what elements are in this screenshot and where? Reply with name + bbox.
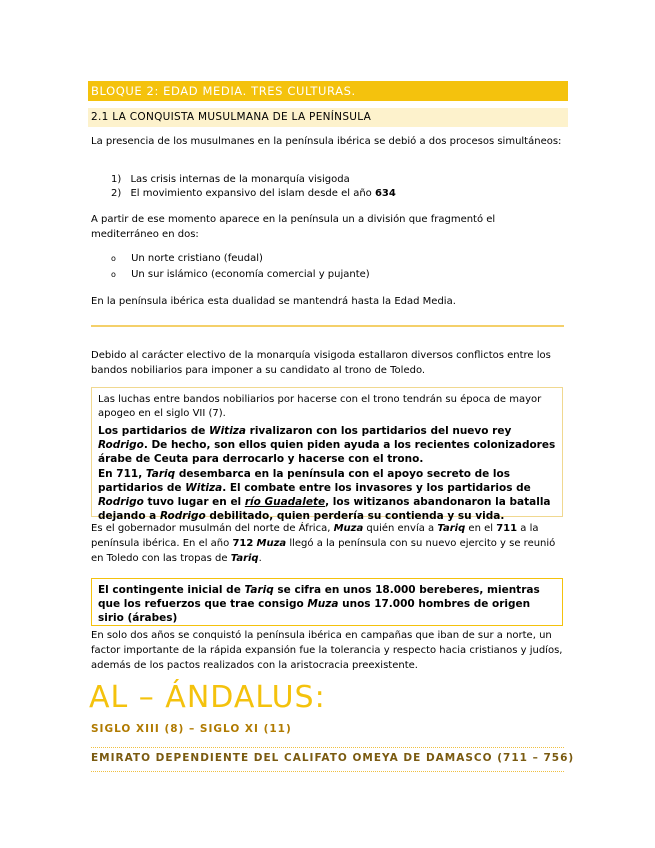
bullet-icon: o xyxy=(111,254,116,263)
intro-paragraph: La presencia de los musulmanes en la península ibérica se debió a dos procesos simultáneos: xyxy=(91,136,562,147)
section-title: 2.1 LA CONQUISTA MUSULMANA DE LA PENÍNSULA xyxy=(91,111,372,123)
dotted-divider xyxy=(91,771,564,772)
block-title-bar xyxy=(88,81,568,101)
century-range: SIGLO XIII (8) – SIGLO XI (11) xyxy=(91,723,292,735)
conquest-paragraph: En solo dos años se conquistó la península ibérica en campañas que iban de sur a norte, un factor importante de la rápida expansión fue la tolerancia y respecto hacia cristianos y judíos, además de los pactos realizados con la aristocracia preexistente. xyxy=(91,630,563,671)
section-title-bar xyxy=(88,108,568,127)
divider xyxy=(91,325,564,327)
nobility-box: Las luchas entre bandos nobiliarios por hacerse con el trono tendrán su época de mayor apogeo en el siglo VII (7). Los partidarios de Witiza rivalizaron con los partidarios del nuevo rey Rodrigo. De hecho, son ellos quien piden ayuda a los recientes colonizadores árabe de Ceuta para derrocarlo y hacerse con el trono. En 711, Tariq desembarca en la península con el apoyo secreto de los partidarios de Witiza. El combate entre los invasores y los partidarios de Rodrigo tuvo lugar en el río Guadalete, los witizanos abandonaron la batalla dejando a Rodrigo debilitado, quien perdería su contienda y su vida. xyxy=(91,387,563,517)
contingent-box: El contingente inicial de Tariq se cifra en unos 18.000 bereberes, mientras que los refuerzos que trae consigo Muza unos 17.000 hombres de origen sirio (árabes) xyxy=(91,578,563,626)
block-title: BLOQUE 2: EDAD MEDIA. TRES CULTURAS. xyxy=(91,84,356,98)
duality-paragraph: En la península ibérica esta dualidad se mantendrá hasta la Edad Media. xyxy=(91,296,456,307)
bullet-icon: o xyxy=(111,270,116,279)
guadalete-link: río Guadalete xyxy=(244,496,326,508)
al-andalus-title: AL – ÁNDALUS: xyxy=(89,680,326,715)
list-item: 1) Las crisis internas de la monarquía visigoda xyxy=(111,174,350,185)
bullet-item: o Un norte cristiano (feudal) xyxy=(111,253,263,264)
muza-paragraph: Es el gobernador musulmán del norte de África, Muza quién envía a Tariq en el 711 a la península ibérica. En el año 712 Muza llegó a la península con su nuevo ejercito y se reunió en Toledo con las tropas de Tariq. xyxy=(91,523,556,564)
bullet-item: o Un sur islámico (economía comercial y pujante) xyxy=(111,269,370,280)
witiza-paragraph: Los partidarios de Witiza rivalizaron con los partidarios del nuevo rey Rodrigo. De hecho, son ellos quien piden ayuda a los recientes colonizadores árabe de Ceuta para derrocarlo y hacerse con el trono. xyxy=(98,425,556,465)
emirate-heading: EMIRATO DEPENDIENTE DEL CALIFATO OMEYA DE DAMASCO (711 – 756) xyxy=(91,752,575,764)
context-paragraph: Debido al carácter electivo de la monarquía visigoda estallaron diversos conflictos entre los bandos nobiliarios para imponer a su candidato al trono de Toledo. xyxy=(91,350,551,376)
list-item: 2) El movimiento expansivo del islam desde el año 634 xyxy=(111,188,396,199)
dotted-divider xyxy=(91,747,564,748)
tariq-paragraph: En 711, Tariq desembarca en la península con el apoyo secreto de los partidarios de Witiza. El combate entre los invasores y los partidarios de Rodrigo tuvo lugar en el río Guadalete, los witizanos abandonaron la batalla dejando a Rodrigo debilitado, quien perdería su contienda y su vida. xyxy=(98,468,551,522)
division-paragraph: A partir de ese momento aparece en la península un a división que fragmentó el mediterráneo en dos: xyxy=(91,214,496,240)
